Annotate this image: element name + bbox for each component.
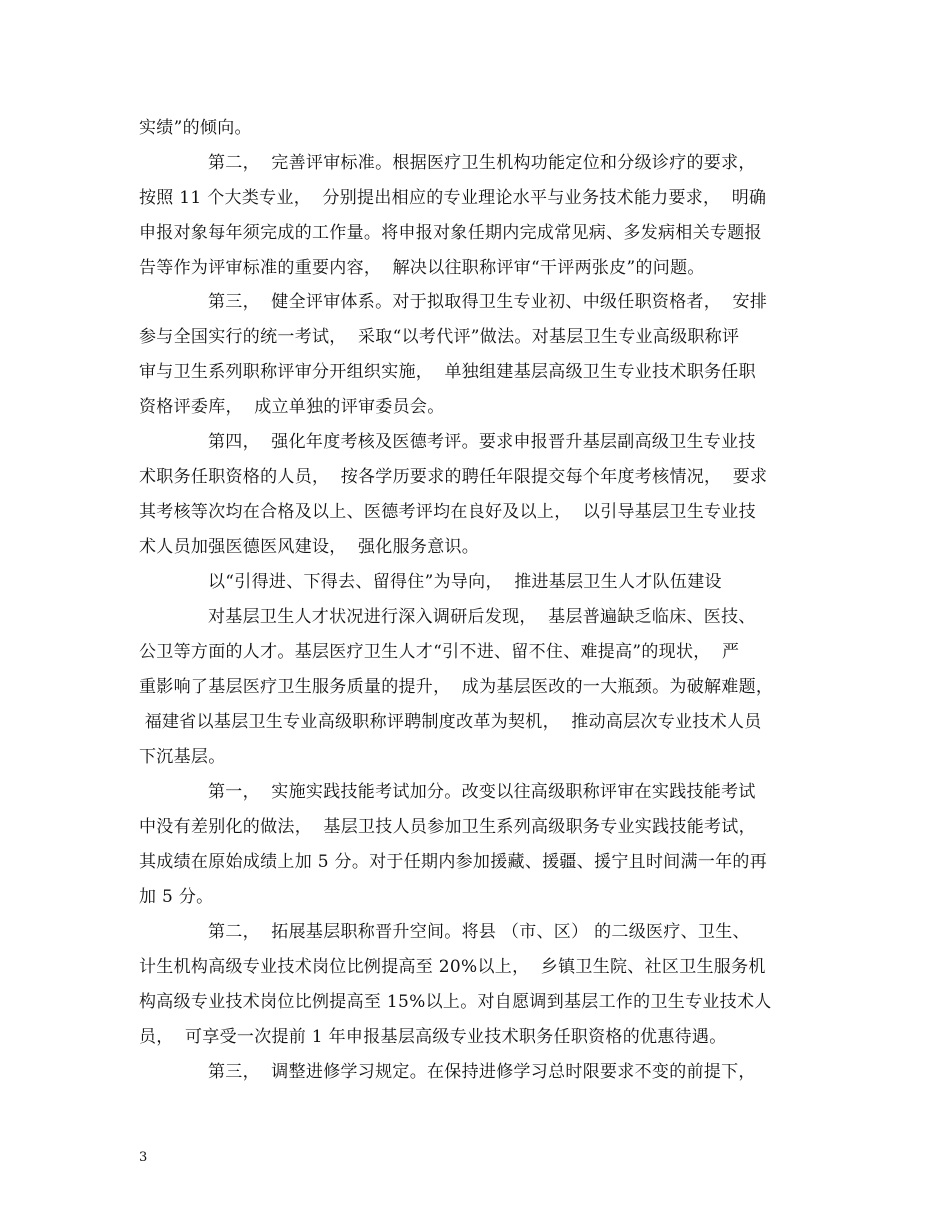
text-line: 下沉基层。 [139, 747, 226, 767]
text-line: 对基层卫生人才状况进行深入调研后发现， 基层普遍缺乏临床、医技、 [208, 607, 756, 627]
text-line: 实绩”的倾向。 [139, 118, 252, 138]
page-number: 3 [139, 1150, 148, 1165]
text-line: 第四， 强化年度考核及医德考评。要求申报晋升基层副高级卫生专业技 [208, 432, 756, 452]
text-line: 加 5 分。 [139, 887, 214, 907]
text-line: 公卫等方面的人才。基层医疗卫生人才“引不进、留不住、难提高”的现状， 严 [139, 642, 740, 662]
text-line: 第三， 健全评审体系。对于拟取得卫生专业初、中级任职资格者， 安排 [208, 292, 768, 312]
text-line: 第三， 调整进修学习规定。在保持进修学习总时限要求不变的前提下， [208, 1062, 756, 1082]
text-line: 员， 可享受一次提前 1 年申报基层高级专业技术职务任职资格的优惠待遇。 [139, 1027, 727, 1047]
text-line: 其考核等次均在合格及以上、医德考评均在良好及以上， 以引导基层卫生专业技 [139, 502, 756, 522]
text-line: 告等作为评审标准的重要内容， 解决以往职称评审“干评两张皮”的问题。 [139, 258, 705, 278]
text-line: 其成绩在原始成绩上加 5 分。对于任期内参加援藏、援疆、援宁且时间满一年的再 [139, 852, 768, 872]
text-line: 资格评委库， 成立单独的评审委员会。 [139, 397, 445, 417]
text-line: 重影响了基层医疗卫生服务质量的提升， 成为基层医改的一大瓶颈。为破解难题， [139, 677, 774, 697]
text-line: 参与全国实行的统一考试， 采取“以考代评”做法。对基层卫生专业高级职称评 [139, 327, 740, 347]
text-line: 第一， 实施实践技能考试加分。改变以往高级职称评审在实践技能考试 [208, 782, 756, 802]
text-line: 按照 11 个大类专业， 分别提出相应的专业理论水平与业务技术能力要求， 明确 [139, 188, 767, 208]
section-heading: 以“引得进、下得去、留得住”为导向， 推进基层卫生人才队伍建设 [208, 572, 722, 592]
text-line: 中没有差别化的做法， 基层卫技人员参加卫生系列高级职务专业实践技能考试， [139, 817, 756, 837]
text-line: 福建省以基层卫生专业高级职称评聘制度改革为契机， 推动高层次专业技术人员 [139, 712, 762, 732]
text-line: 术职务任职资格的人员， 按各学历要求的聘任年限提交每个年度考核情况， 要求 [139, 467, 768, 487]
text-line: 第二， 拓展基层职称晋升空间。将县 （市、区） 的二级医疗、卫生、 [208, 922, 750, 942]
text-line: 审与卫生系列职称评审分开组织实施， 单独组建基层高级卫生专业技术职务任职 [139, 362, 756, 382]
text-line: 构高级专业技术岗位比例提高至 15%以上。对自愿调到基层工作的卫生专业技术人 [139, 992, 772, 1012]
text-line: 计生机构高级专业技术岗位比例提高至 20%以上， 乡镇卫生院、社区卫生服务机 [139, 957, 766, 977]
text-line: 申报对象每年须完成的工作量。将申报对象任期内完成常见病、多发病相关专题报 [139, 223, 762, 243]
text-line: 第二， 完善评审标准。根据医疗卫生机构功能定位和分级诊疗的要求， [208, 153, 756, 173]
text-line: 术人员加强医德医风建设， 强化服务意识。 [139, 537, 480, 557]
